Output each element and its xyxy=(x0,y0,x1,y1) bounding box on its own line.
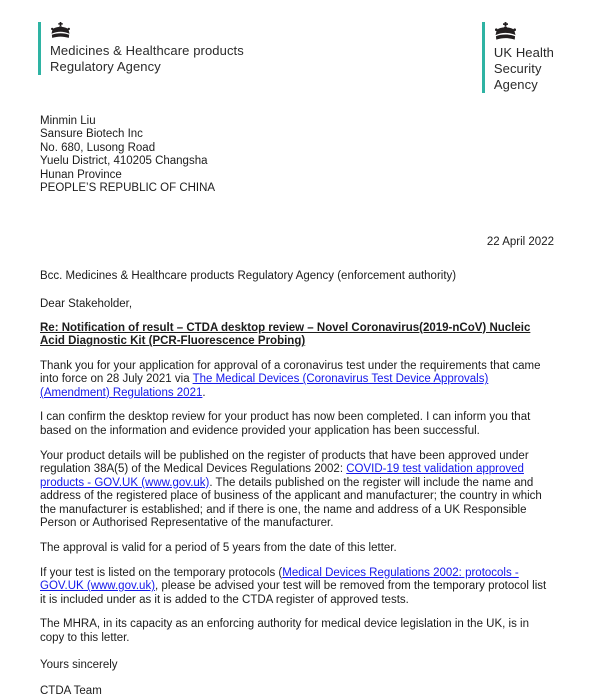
subject-line: Re: Notification of result – CTDA desktop review – Novel Coronavirus(2019-nCoV) Nucleic Acid Diagnostic Kit (PCR-Fluorescence Probing) xyxy=(40,321,531,348)
ukhsa-logo xyxy=(482,22,554,93)
letterhead xyxy=(0,0,600,93)
paragraph-5: If your test is listed on the temporary protocols (Medical Devices Regulations 2002: protocols - GOV.UK (www.gov.uk), please be advised your test will be removed from the temporary protocol list it is included under as it is added to the CTDA register of approved tests. xyxy=(40,566,547,606)
recipient-line: Hunan Province xyxy=(40,168,122,181)
ukhsa-logo-line3: Agency xyxy=(493,76,538,92)
royal-crown-icon xyxy=(494,22,554,42)
paragraph-6: The MHRA, in its capacity as an enforcing authority for medical device legislation in the UK, is in copy to this letter. xyxy=(40,618,529,644)
letter-paragraphs xyxy=(40,360,554,646)
gov-uk-link[interactable]: The Medical Devices (Coronavirus Test Device Approvals) (Amendment) Regulations 2021 xyxy=(40,373,489,399)
recipient-line: Yuelu District, 410205 Changsha xyxy=(40,155,208,168)
gov-uk-link[interactable]: Medical Devices Regulations 2002: protocols - GOV.UK (www.gov.uk) xyxy=(40,566,519,593)
recipient-line: PEOPLE’S REPUBLIC OF CHINA xyxy=(40,182,216,195)
recipient-line: No. 680, Lusong Road xyxy=(40,141,156,154)
signature: CTDA Team xyxy=(40,684,102,697)
recipient-address-block xyxy=(40,115,554,196)
bcc-line: Bcc. Medicines & Healthcare products Regulatory Agency (enforcement authority) xyxy=(40,269,457,282)
royal-crown-icon xyxy=(50,22,244,40)
paragraph-3: Your product details will be published on the register of products that have been approved under regulation 38A(5) of the Medical Devices Regulations 2002: COVID-19 test validation approved products - GOV.UK (www.gov.uk). The details published on the register will include the name and address of the registered place of business of the applicant and manufacturer; the country in which the manufacturer is established; and if there is one, the name and address of a UK Responsible Person or Authorised Representative of the manufacturer. xyxy=(40,449,542,530)
salutation: Dear Stakeholder, xyxy=(40,298,133,311)
paragraph-2: I can confirm the desktop review for your product has now been completed. I can inform you that based on the information and evidence provided your application has been successful. xyxy=(40,411,531,438)
recipient-line: Sansure Biotech Inc xyxy=(40,128,143,141)
ukhsa-logo-line1: UK Health xyxy=(493,45,554,60)
letter-date: 22 April 2022 xyxy=(486,235,554,248)
mhra-logo xyxy=(38,22,244,75)
paragraph-1: Thank you for your application for approval of a coronavirus test under the requirements that came into force on 28 July 2021 via The Medical Devices (Coronavirus Test Device Approvals) (Amendment) Regulations 2021. xyxy=(40,359,541,399)
closing: Yours sincerely xyxy=(40,659,118,672)
paragraph-4: The approval is valid for a period of 5 years from the date of this letter. xyxy=(40,541,397,554)
gov-uk-link[interactable]: COVID-19 test validation approved products - GOV.UK (www.gov.uk) xyxy=(40,463,524,489)
mhra-logo-line1: Medicines & Healthcare products xyxy=(50,43,244,58)
ukhsa-logo-line2: Security xyxy=(493,60,542,76)
mhra-logo-line2: Regulatory Agency xyxy=(50,58,161,74)
recipient-line: Minmin Liu xyxy=(40,114,96,127)
